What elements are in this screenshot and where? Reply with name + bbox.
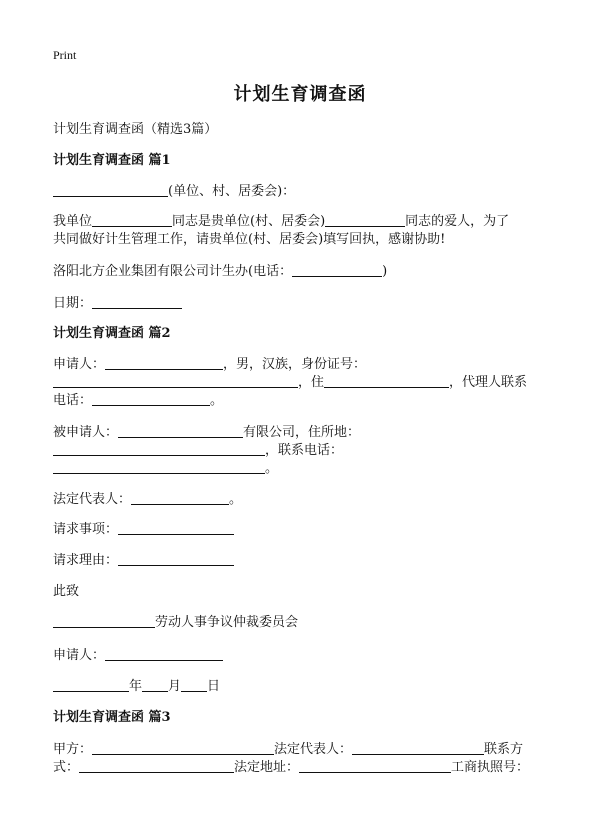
text: 日	[207, 679, 221, 694]
applicant-line-1	[53, 357, 366, 373]
blank-field	[142, 679, 168, 692]
text: 法定代表人：	[274, 742, 353, 757]
blank-field	[79, 760, 234, 773]
text: 。	[229, 492, 243, 507]
party-line-2	[53, 760, 529, 776]
committee-line	[53, 615, 298, 631]
text: 被申请人：	[53, 425, 119, 440]
party-line-1	[53, 742, 523, 758]
text: 联系方	[484, 742, 524, 757]
blank-field	[325, 214, 405, 227]
blank-field	[292, 264, 382, 277]
text: ，住	[298, 375, 325, 390]
section1-heading: 计划生育调查函 篇1	[53, 153, 171, 168]
text: 同志的爱人，为了	[405, 214, 510, 229]
text: 。	[265, 461, 279, 476]
text: 法定地址：	[234, 760, 300, 775]
text: 劳动人事争议仲裁委员会	[155, 615, 299, 630]
text: 电话：	[53, 393, 93, 408]
blank-field	[181, 679, 207, 692]
text: 请求事项：	[53, 522, 119, 537]
text: 甲方：	[53, 742, 93, 757]
date-line	[53, 296, 182, 312]
document-title: 计划生育调查函	[233, 84, 367, 105]
text: 洛阳北方企业集团有限公司计生办(电话：	[53, 264, 293, 279]
addressee-suffix: (单位、村、居委会)：	[168, 184, 296, 199]
blank-field	[92, 393, 210, 406]
text: 法定代表人：	[53, 492, 132, 507]
blank-field	[53, 443, 265, 456]
text: ，男，汉族，身份证号：	[223, 357, 367, 372]
sender-line	[53, 264, 387, 280]
blank-field	[92, 742, 274, 755]
date-signed-line	[53, 679, 220, 695]
blank-field	[53, 375, 298, 388]
blank-field	[118, 425, 243, 438]
blank-field	[118, 522, 234, 535]
blank-field	[92, 214, 172, 227]
applicant-line-2	[53, 375, 527, 391]
blank-field	[53, 679, 129, 692]
text: 有限公司，住所地：	[243, 425, 361, 440]
blank-field	[352, 742, 484, 755]
legal-rep-line	[53, 492, 242, 508]
text: ，联系电话：	[265, 443, 344, 458]
text: ，代理人联系	[449, 375, 528, 390]
text: 工商执照号：	[451, 760, 530, 775]
section2-heading: 计划生育调查函 篇2	[53, 326, 171, 341]
blank-field	[53, 461, 265, 474]
salutation: 此致	[53, 584, 80, 599]
addressee-line	[53, 184, 295, 200]
print-label[interactable]: Print	[53, 48, 77, 62]
section3-heading: 计划生育调查函 篇3	[53, 710, 171, 725]
blank-field	[118, 553, 234, 566]
blank-field	[105, 357, 223, 370]
blank-field	[324, 375, 449, 388]
text: 同志是贵单位(村、居委会)	[172, 214, 326, 229]
text: 请求理由：	[53, 553, 119, 568]
body-line-2: 共同做好计生管理工作，请贵单位(村、居委会)填写回执，感谢协助!	[53, 232, 446, 247]
blank-field	[105, 648, 223, 661]
blank-field	[53, 184, 168, 197]
signer-line	[53, 648, 223, 664]
text: )	[382, 264, 388, 279]
respondent-line-1	[53, 425, 360, 441]
blank-field	[299, 760, 451, 773]
body-line-1	[53, 214, 509, 230]
text: 申请人：	[53, 648, 106, 663]
blank-field	[92, 296, 182, 309]
text: 年	[129, 679, 143, 694]
respondent-line-2	[53, 443, 343, 459]
text: 日期：	[53, 296, 93, 311]
text: 。	[210, 393, 224, 408]
text: 式：	[53, 760, 80, 775]
applicant-line-3	[53, 393, 223, 409]
blank-field	[131, 492, 229, 505]
blank-field	[53, 615, 155, 628]
text: 申请人：	[53, 357, 106, 372]
text: 月	[168, 679, 182, 694]
intro-line: 计划生育调查函（精选3篇）	[53, 122, 218, 137]
claims-line	[53, 522, 234, 538]
text: 我单位	[53, 214, 93, 229]
reasons-line	[53, 553, 234, 569]
respondent-line-3	[53, 461, 278, 477]
